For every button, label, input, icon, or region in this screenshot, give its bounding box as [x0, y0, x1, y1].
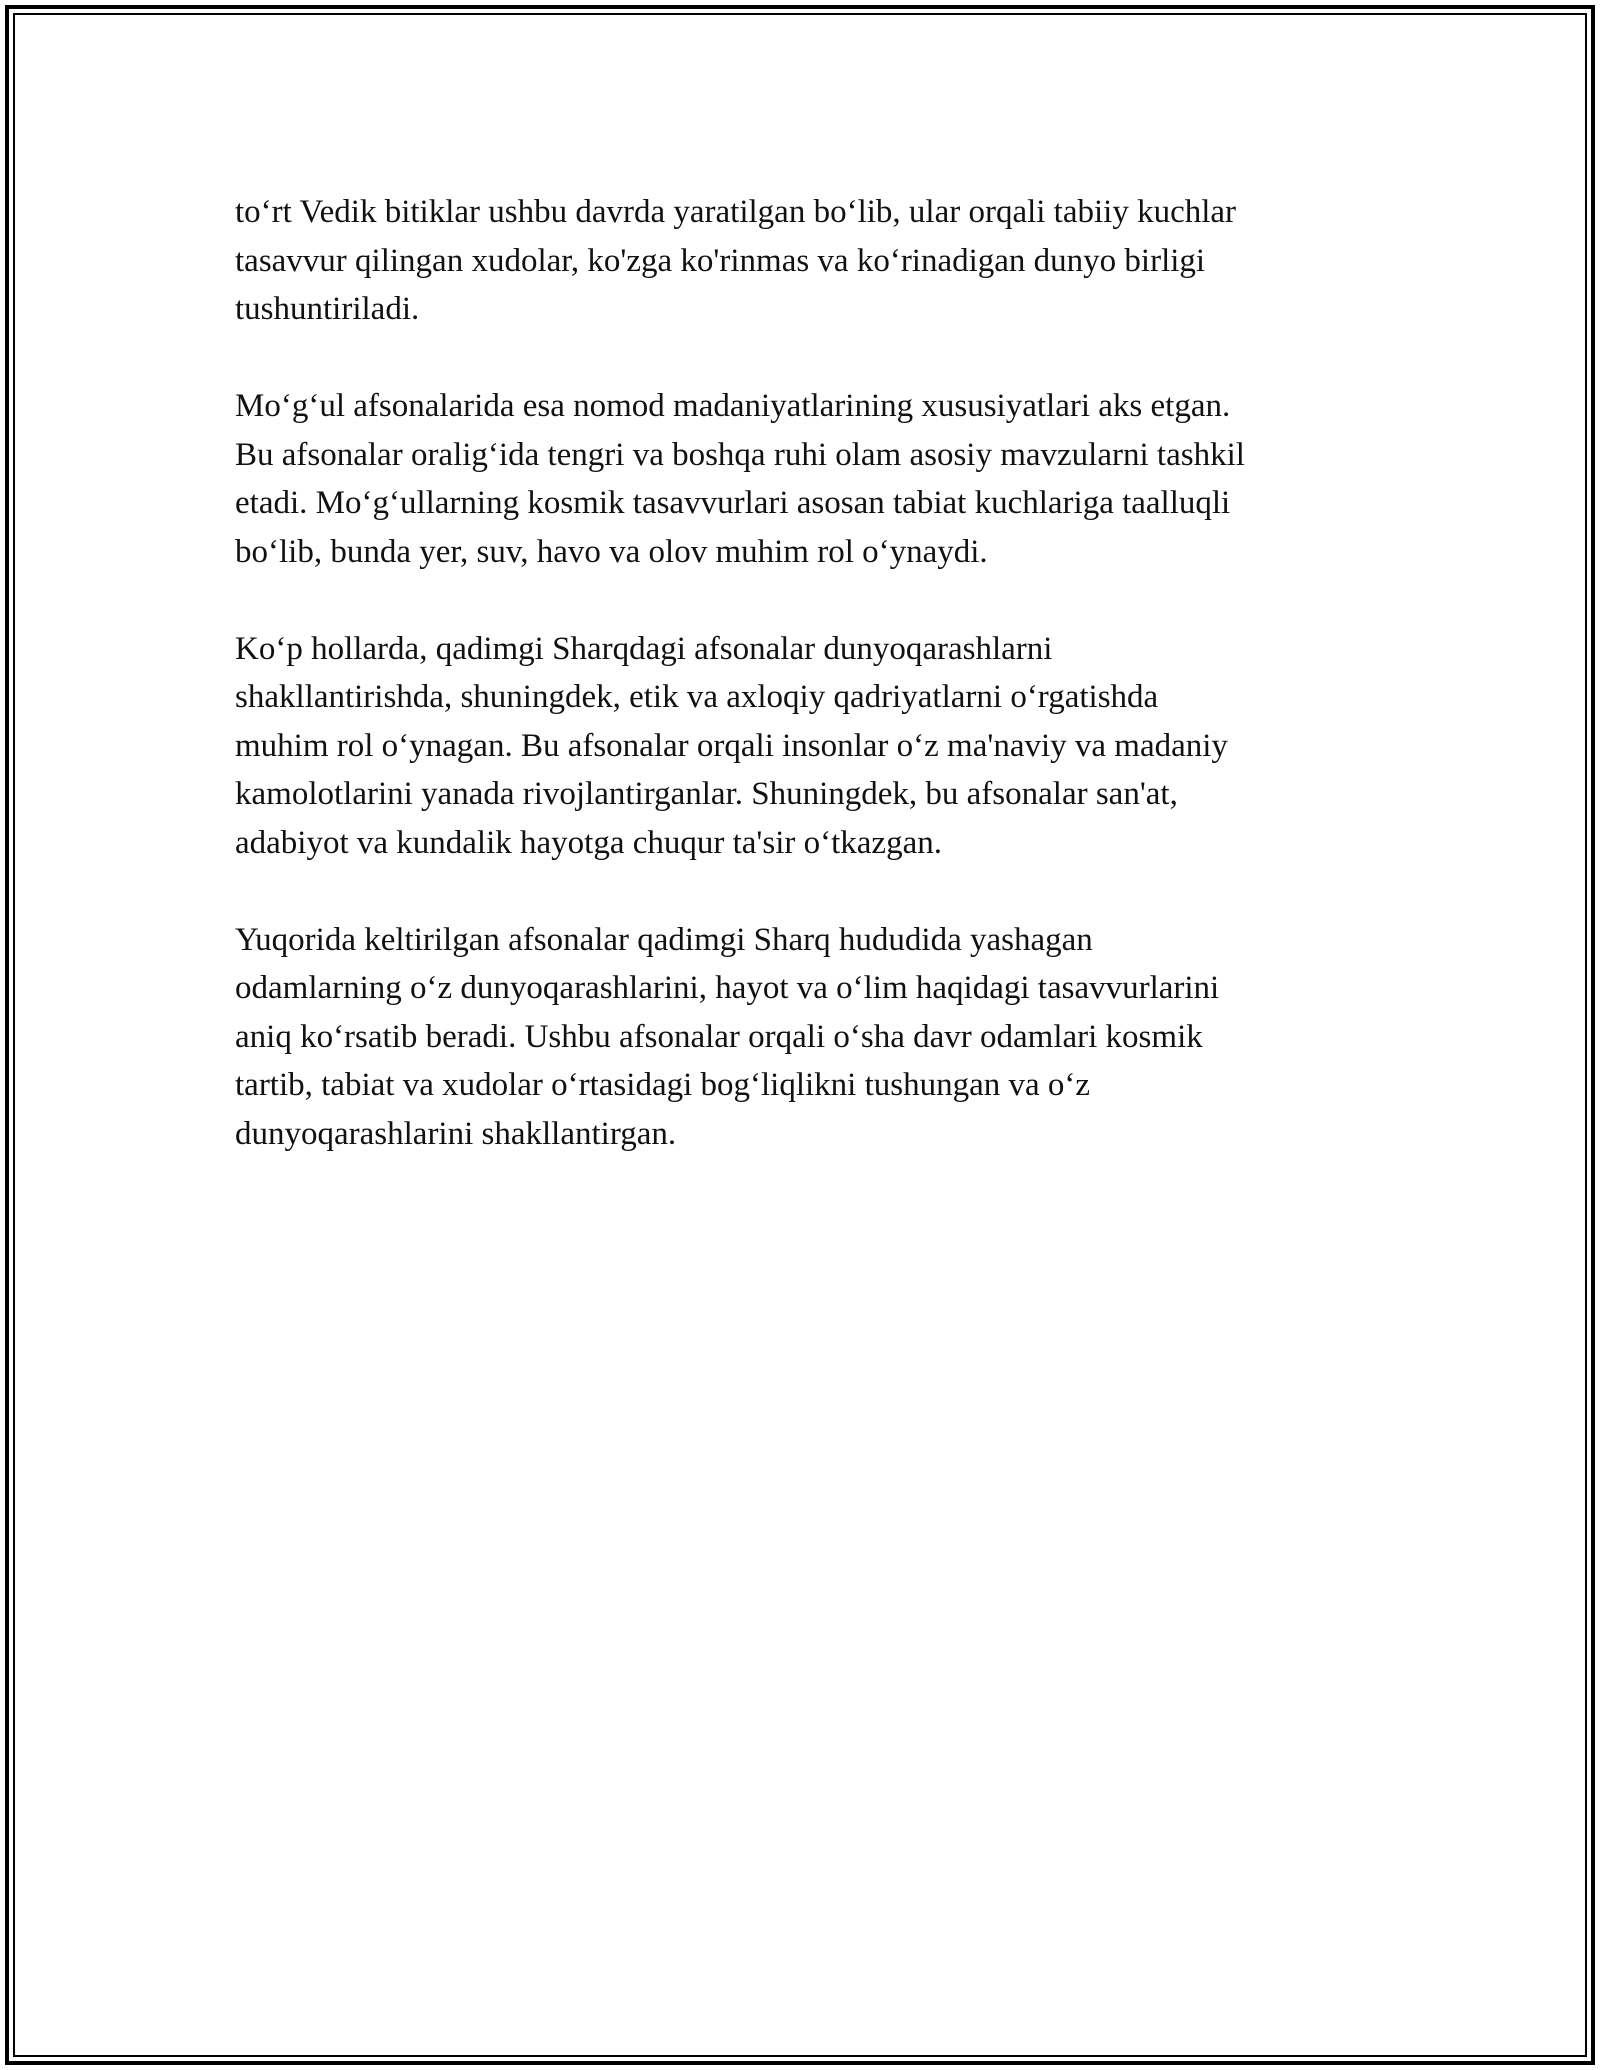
paragraph-line: adabiyot va kundalik hayotga chuqur ta'sir o‘tkazgan.	[235, 824, 942, 861]
paragraph-line: shakllantirishda, shuningdek, etik va axloqiy qadriyatlarni o‘rgatishda	[235, 679, 1159, 715]
paragraph-line: aniq ko‘rsatib beradi. Ushbu afsonalar orqali o‘sha davr odamlari kosmik	[235, 1018, 1203, 1055]
paragraph-line: Yuqorida keltirilgan afsonalar qadimgi Sharq hududida yashagan	[235, 921, 1093, 958]
paragraph-line: tushuntiriladi.	[235, 291, 420, 327]
paragraph-2	[235, 382, 1365, 576]
document-body	[235, 188, 1365, 1207]
paragraph-line: tartib, tabiat va xudolar o‘rtasidagi bog‘liqlikni tushungan va o‘z	[235, 1067, 1091, 1103]
paragraph-4	[235, 916, 1365, 1159]
paragraph-line: Mo‘g‘ul afsonalarida esa nomod madaniyatlarining xususiyatlari aks etgan.	[235, 388, 1231, 424]
paragraph-1	[235, 188, 1365, 334]
paragraph-line: kamolotlarini yanada rivojlantirganlar. Shuningdek, bu afsonalar san'at,	[235, 776, 1178, 812]
paragraph-line: to‘rt Vedik bitiklar ushbu davrda yaratilgan bo‘lib, ular orqali tabiiy kuchlar	[235, 194, 1237, 230]
paragraph-line: etadi. Mo‘g‘ullarning kosmik tasavvurlari asosan tabiat kuchlariga taalluqli	[235, 485, 1231, 521]
paragraph-line: tasavvur qilingan xudolar, ko'zga ko'rinmas va ko‘rinadigan dunyo birligi	[235, 242, 1206, 279]
paragraph-line: dunyoqarashlarini shakllantirgan.	[235, 1115, 677, 1152]
paragraph-line: Ko‘p hollarda, qadimgi Sharqdagi afsonalar dunyoqarashlarni	[235, 630, 1053, 667]
paragraph-3	[235, 625, 1365, 868]
paragraph-line: muhim rol o‘ynagan. Bu afsonalar orqali insonlar o‘z ma'naviy va madaniy	[235, 727, 1228, 764]
paragraph-line: Bu afsonalar oralig‘ida tengri va boshqa ruhi olam asosiy mavzularni tashkil	[235, 436, 1245, 473]
paragraph-line: bo‘lib, bunda yer, suv, havo va olov muhim rol o‘ynaydi.	[235, 533, 988, 570]
paragraph-line: odamlarning o‘z dunyoqarashlarini, hayot va o‘lim haqidagi tasavvurlarini	[235, 970, 1220, 1006]
